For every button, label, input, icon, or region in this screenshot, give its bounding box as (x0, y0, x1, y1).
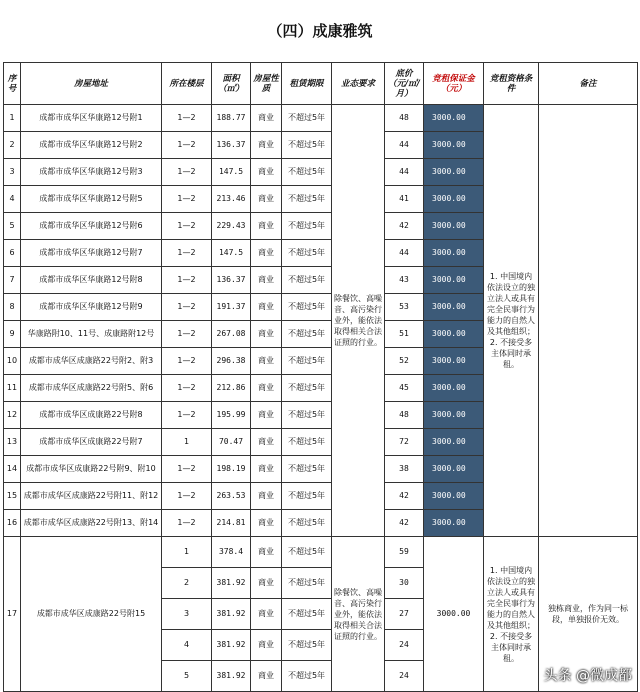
floor-cell: 1—2 (162, 456, 212, 483)
area-cell: 263.53 (212, 483, 251, 510)
nature-cell: 商业 (251, 294, 282, 321)
area-cell: 188.77 (212, 105, 251, 132)
row-number: 10 (4, 348, 21, 375)
row-number: 13 (4, 429, 21, 456)
deposit-cell: 3000.00 (424, 402, 484, 429)
floor-cell: 1 (162, 429, 212, 456)
term-cell: 不超过5年 (282, 186, 332, 213)
row-number: 3 (4, 159, 21, 186)
term-cell: 不超过5年 (282, 267, 332, 294)
floor-cell: 1—2 (162, 294, 212, 321)
term-cell: 不超过5年 (282, 661, 332, 692)
area-cell: 381.92 (212, 568, 251, 599)
row-number: 9 (4, 321, 21, 348)
floor-cell: 1—2 (162, 105, 212, 132)
header-nature: 房屋性质 (251, 63, 282, 105)
nature-cell: 商业 (251, 213, 282, 240)
page-title: （四）成康雅筑 (267, 22, 373, 40)
nature-cell: 商业 (251, 375, 282, 402)
deposit-cell: 3000.00 (424, 510, 484, 537)
header-remark: 备注 (539, 63, 638, 105)
term-cell: 不超过5年 (282, 213, 332, 240)
header-business: 业态要求 (332, 63, 385, 105)
floor-cell: 1—2 (162, 132, 212, 159)
qualification-cell: 1. 中国境内依法设立的独立法人或具有完全民事行为能力的自然人及其他组织； 2. 不接受多主体同时承租。 (484, 537, 539, 692)
term-cell: 不超过5年 (282, 159, 332, 186)
watermark: 头条 @微成都 (543, 668, 632, 684)
row-number: 11 (4, 375, 21, 402)
deposit-cell: 3000.00 (424, 375, 484, 402)
deposit-cell: 3000.00 (424, 267, 484, 294)
deposit-cell: 3000.00 (424, 132, 484, 159)
area-cell: 70.47 (212, 429, 251, 456)
term-cell: 不超过5年 (282, 132, 332, 159)
address-cell: 成都市成华区成康路22号附7 (21, 429, 162, 456)
floor-cell: 1—2 (162, 240, 212, 267)
area-cell: 296.38 (212, 348, 251, 375)
nature-cell: 商业 (251, 240, 282, 267)
area-cell: 381.92 (212, 630, 251, 661)
term-cell: 不超过5年 (282, 599, 332, 630)
row-number: 4 (4, 186, 21, 213)
price-cell: 51 (385, 321, 424, 348)
price-cell: 48 (385, 402, 424, 429)
price-cell: 27 (385, 599, 424, 630)
term-cell: 不超过5年 (282, 483, 332, 510)
area-cell: 136.37 (212, 267, 251, 294)
price-cell: 53 (385, 294, 424, 321)
header-qualification: 竞租资格条件 (484, 63, 539, 105)
term-cell: 不超过5年 (282, 568, 332, 599)
deposit-cell: 3000.00 (424, 429, 484, 456)
nature-cell: 商业 (251, 483, 282, 510)
deposit-cell: 3000.00 (424, 294, 484, 321)
business-requirement-cell: 除餐饮、高噪音、高污染行业外，能依法取得相关合法证照的行业。 (332, 537, 385, 692)
nature-cell: 商业 (251, 132, 282, 159)
term-cell: 不超过5年 (282, 240, 332, 267)
term-cell: 不超过5年 (282, 537, 332, 568)
floor-cell: 1—2 (162, 375, 212, 402)
floor-cell: 1—2 (162, 483, 212, 510)
term-cell: 不超过5年 (282, 402, 332, 429)
row-number: 14 (4, 456, 21, 483)
floor-cell: 1—2 (162, 510, 212, 537)
term-cell: 不超过5年 (282, 105, 332, 132)
deposit-cell: 3000.00 (424, 186, 484, 213)
term-cell: 不超过5年 (282, 294, 332, 321)
table-header-row (4, 63, 638, 105)
area-cell: 136.37 (212, 132, 251, 159)
nature-cell: 商业 (251, 186, 282, 213)
address-cell: 成都市成华区华康路12号附5 (21, 186, 162, 213)
term-cell: 不超过5年 (282, 456, 332, 483)
address-cell: 成都市成华区成康路22号附5、附6 (21, 375, 162, 402)
address-cell: 成都市成华区成康路22号附11、附12 (21, 483, 162, 510)
row-number: 6 (4, 240, 21, 267)
term-cell: 不超过5年 (282, 630, 332, 661)
row-number: 8 (4, 294, 21, 321)
area-cell: 378.4 (212, 537, 251, 568)
row-number: 17 (4, 537, 21, 692)
floor-cell: 2 (162, 568, 212, 599)
term-cell: 不超过5年 (282, 321, 332, 348)
qualification-cell: 1. 中国境内依法设立的独立法人或具有完全民事行为能力的自然人及其他组织； 2. 不接受多主体同时承租。 (484, 105, 539, 537)
rental-table (3, 62, 638, 692)
price-cell: 42 (385, 483, 424, 510)
price-cell: 72 (385, 429, 424, 456)
price-cell: 42 (385, 213, 424, 240)
nature-cell: 商业 (251, 630, 282, 661)
floor-cell: 1—2 (162, 186, 212, 213)
area-cell: 195.99 (212, 402, 251, 429)
price-cell: 24 (385, 661, 424, 692)
deposit-cell: 3000.00 (424, 483, 484, 510)
area-cell: 267.08 (212, 321, 251, 348)
price-cell: 44 (385, 132, 424, 159)
address-cell: 成都市成华区华康路12号附8 (21, 267, 162, 294)
nature-cell: 商业 (251, 321, 282, 348)
address-cell: 成都市成华区成康路22号附8 (21, 402, 162, 429)
area-cell: 212.86 (212, 375, 251, 402)
address-cell: 成都市成华区成康路22号附2、附3 (21, 348, 162, 375)
price-cell: 59 (385, 537, 424, 568)
table-row (4, 105, 638, 132)
address-cell: 华康路附10、11号、成康路附12号 (21, 321, 162, 348)
area-cell: 229.43 (212, 213, 251, 240)
nature-cell: 商业 (251, 510, 282, 537)
term-cell: 不超过5年 (282, 348, 332, 375)
row-number: 5 (4, 213, 21, 240)
header-no: 序号 (4, 63, 21, 105)
deposit-cell: 3000.00 (424, 159, 484, 186)
floor-cell: 5 (162, 661, 212, 692)
address-cell: 成都市成华区华康路12号附6 (21, 213, 162, 240)
price-cell: 24 (385, 630, 424, 661)
nature-cell: 商业 (251, 599, 282, 630)
area-cell: 147.5 (212, 240, 251, 267)
area-cell: 214.81 (212, 510, 251, 537)
nature-cell: 商业 (251, 568, 282, 599)
business-requirement-cell: 除餐饮、高噪音、高污染行业外，能依法取得相关合法证照的行业。 (332, 105, 385, 537)
nature-cell: 商业 (251, 661, 282, 692)
area-cell: 198.19 (212, 456, 251, 483)
floor-cell: 1—2 (162, 213, 212, 240)
area-cell: 381.92 (212, 661, 251, 692)
remark-cell (539, 105, 638, 537)
header-price: 底价（元/㎡/月） (385, 63, 424, 105)
row-number: 16 (4, 510, 21, 537)
term-cell: 不超过5年 (282, 429, 332, 456)
nature-cell: 商业 (251, 402, 282, 429)
address-cell: 成都市成华区成康路22号附15 (21, 537, 162, 692)
header-floor: 所在楼层 (162, 63, 212, 105)
address-cell: 成都市成华区华康路12号附3 (21, 159, 162, 186)
term-cell: 不超过5年 (282, 510, 332, 537)
deposit-cell: 3000.00 (424, 456, 484, 483)
floor-cell: 1—2 (162, 321, 212, 348)
header-term: 租赁期限 (282, 63, 332, 105)
nature-cell: 商业 (251, 267, 282, 294)
address-cell: 成都市成华区华康路12号附2 (21, 132, 162, 159)
nature-cell: 商业 (251, 456, 282, 483)
floor-cell: 1—2 (162, 267, 212, 294)
price-cell: 44 (385, 240, 424, 267)
area-cell: 147.5 (212, 159, 251, 186)
nature-cell: 商业 (251, 159, 282, 186)
floor-cell: 1—2 (162, 159, 212, 186)
deposit-cell: 3000.00 (424, 213, 484, 240)
row-number: 12 (4, 402, 21, 429)
nature-cell: 商业 (251, 105, 282, 132)
deposit-cell: 3000.00 (424, 348, 484, 375)
floor-cell: 1—2 (162, 348, 212, 375)
area-cell: 381.92 (212, 599, 251, 630)
deposit-cell: 3000.00 (424, 105, 484, 132)
floor-cell: 1 (162, 537, 212, 568)
floor-cell: 1—2 (162, 402, 212, 429)
price-cell: 41 (385, 186, 424, 213)
nature-cell: 商业 (251, 429, 282, 456)
floor-cell: 4 (162, 630, 212, 661)
header-area: 面积（㎡） (212, 63, 251, 105)
header-deposit: 竞租保证金（元） (424, 63, 484, 105)
table-body (4, 105, 638, 692)
price-cell: 30 (385, 568, 424, 599)
floor-cell: 3 (162, 599, 212, 630)
deposit-cell: 3000.00 (424, 537, 484, 692)
price-cell: 38 (385, 456, 424, 483)
header-address: 房屋地址 (21, 63, 162, 105)
row-number: 2 (4, 132, 21, 159)
address-cell: 成都市成华区华康路12号附1 (21, 105, 162, 132)
address-cell: 成都市成华区成康路22号附13、附14 (21, 510, 162, 537)
deposit-cell: 3000.00 (424, 321, 484, 348)
price-cell: 48 (385, 105, 424, 132)
remark-cell: 独栋商业，作为同一标段，单独报价无效。 (539, 537, 638, 692)
row-number: 15 (4, 483, 21, 510)
price-cell: 43 (385, 267, 424, 294)
address-cell: 成都市成华区华康路12号附7 (21, 240, 162, 267)
address-cell: 成都市成华区成康路22号附9、附10 (21, 456, 162, 483)
address-cell: 成都市成华区华康路12号附9 (21, 294, 162, 321)
area-cell: 213.46 (212, 186, 251, 213)
nature-cell: 商业 (251, 537, 282, 568)
price-cell: 45 (385, 375, 424, 402)
price-cell: 44 (385, 159, 424, 186)
nature-cell: 商业 (251, 348, 282, 375)
price-cell: 42 (385, 510, 424, 537)
table-row (4, 537, 638, 568)
price-cell: 52 (385, 348, 424, 375)
deposit-cell: 3000.00 (424, 240, 484, 267)
row-number: 1 (4, 105, 21, 132)
area-cell: 191.37 (212, 294, 251, 321)
row-number: 7 (4, 267, 21, 294)
term-cell: 不超过5年 (282, 375, 332, 402)
